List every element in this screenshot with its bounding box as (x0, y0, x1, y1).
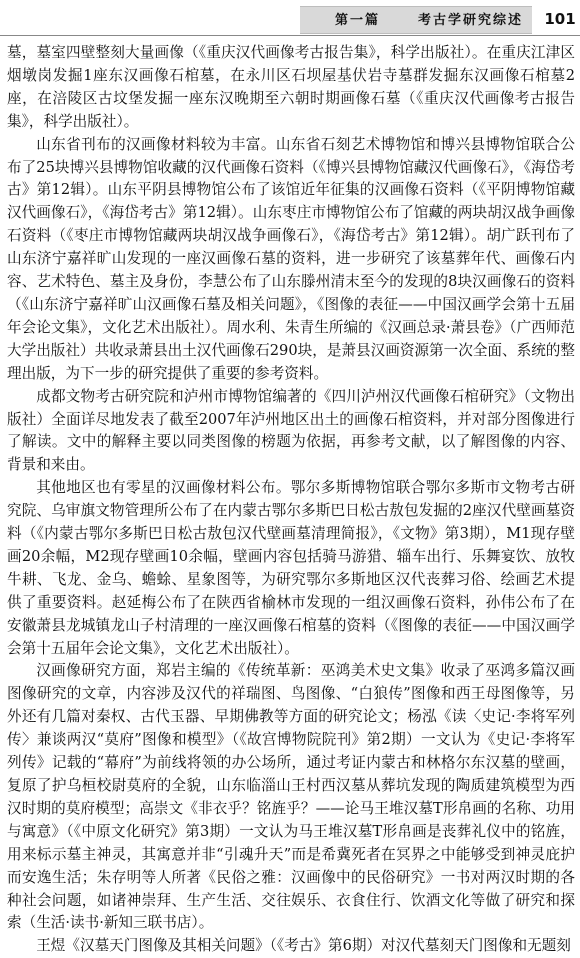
body-text (7, 42, 575, 955)
header-part-label: 第一篇 (335, 13, 381, 28)
running-header (0, 0, 580, 36)
paragraph-tianmen: 王煜《汉墓天门图像及其相关问题》（《考古》第6期）对汉代墓刻天门图像和无题刻 (36, 937, 571, 955)
header-divider (0, 35, 580, 36)
paragraph-shandong: 山东省刊布的汉画像材料较为丰富。山东省石刻艺术博物馆和博兴县博物馆联合公布了25块博兴县博物馆收藏的汉代画像石资料（《博兴县博物馆藏汉代画像石》，《海岱考古》第12辑）。山东平阴县博物馆公布了该馆近年征集的汉画像石资料（《平阴博物馆藏汉代画像石》，《海岱考古》第12辑）。山东枣庄市博物馆公布了馆藏的两块胡汉战争画像石资料（《枣庄市博物馆藏两块胡汉战争画像石》，《海岱考古》第12辑）。胡广跃刊布了山东济宁嘉祥旷山发现的一座汉画像石墓的资料，进一步研究了该墓葬年代、画像石内容、艺术特色、墓主及身份，李慧公布了山东滕州清末至今的发现的8块汉画像石的资料（《山东济宁嘉祥旷山汉画像石墓及相关问题》，《图像的表征——中国汉画学会第十五届年会论文集》，文化艺术出版社）。周水利、朱青生所编的《汉画总录·萧县卷》（广西师范大学出版社）共收录萧县出土汉代画像石290块，是萧县汉画资源第一次全面、系统的整理出版，为下一步的研究提供了重要的参考资料。 (7, 135, 575, 382)
paragraph-sichuan: 成都文物考古研究院和泸州市博物馆编著的《四川泸州汉代画像石棺研究》（文物出版社）全面详尽地发表了截至2007年泸州地区出土的画像石棺资料，并对部分图像进行了解读。文中的解释主要以同类图像的榜题为依据，再参考文献，以了解图像的内容、背景和来由。 (7, 387, 575, 474)
header-chapter-title: 考古学研究综述 (418, 13, 524, 28)
paragraph-other-regions: 其他地区也有零星的汉画像材料公布。鄂尔多斯博物馆联合鄂尔多斯市文物考古研究院、乌审旗文物管理所公布了在内蒙古鄂尔多斯巴日松古敖包发掘的2座汉代壁画墓资料（《内蒙古鄂尔多斯巴日松古敖包汉代壁画墓清理简报》，《文物》第3期），M1现存壁画20余幅，M2现存壁画10余幅，壁画内容包括骑马游猎、辎车出行、乐舞宴饮、放牧牛耕、飞龙、金乌、蟾蜍、星象图等，为研究鄂尔多斯地区汉代丧葬习俗、绘画艺术提供了重要资料。赵延梅公布了在陕西省榆林市发现的一组汉画像石资料，孙伟公布了在安徽萧县龙城镇龙山子村清理的一座汉画像石棺墓的资料（《图像的表征——中国汉画学会第十五届年会论文集》，文化艺术出版社）。 (7, 479, 575, 657)
page-number: 101 (544, 10, 576, 28)
paragraph-continued: 墓，墓室四壁整刻大量画像（《重庆汉代画像考古报告集》，科学出版社）。在重庆江津区烟墩岗发掘1座东汉画像石棺墓，在永川区石坝屋基伏岩寺墓群发掘东汉画像石棺墓2座，在涪陵区古坟堡发掘一座东汉晚期至六朝时期画像石墓（《重庆汉代画像考古报告集》，科学出版社）。 (7, 44, 575, 130)
paragraph-research: 汉画像研究方面，郑岩主编的《传统革新：巫鸿美术史文集》收录了巫鸿多篇汉画图像研究的文章，内容涉及汉代的祥瑞图、鸟图像、“白狼传”图像和西王母图像等，另外还有几篇对秦权、古代玉器、早期佛教等方面的研究论文；杨泓《读〈史记·李将军列传〉兼谈两汉“莫府”图像和模型》（《故宫博物院院刊》第2期）一文认为《史记·李将军列传》记载的“幕府”为前线将领的办公场所，通过考证内蒙古和林格尔东汉墓的壁画，复原了护乌桓校尉莫府的全貌，山东临淄山王村西汉墓从葬坑发现的陶质建筑模型为西汉时期的莫府模型；高崇文《非衣乎？铭旌乎？——论马王堆汉墓T形帛画的名称、功用与寓意》（《中原文化研究》第3期）一文认为马王堆汉墓T形帛画是丧葬礼仪中的铭旌，用来标示墓主神灵，其寓意并非“引魂升天”而是希冀死者在冥界之中能够受到神灵庇护而安逸生活；朱存明等人所著《民俗之雅：汉画像中的民俗研究》一书对两汉时期的各种社会问题，如诸神崇拜、生产生活、交往娱乐、衣食住行、饮酒文化等做了研究和探索（生活·读书·新知三联书店）。 (7, 662, 575, 932)
